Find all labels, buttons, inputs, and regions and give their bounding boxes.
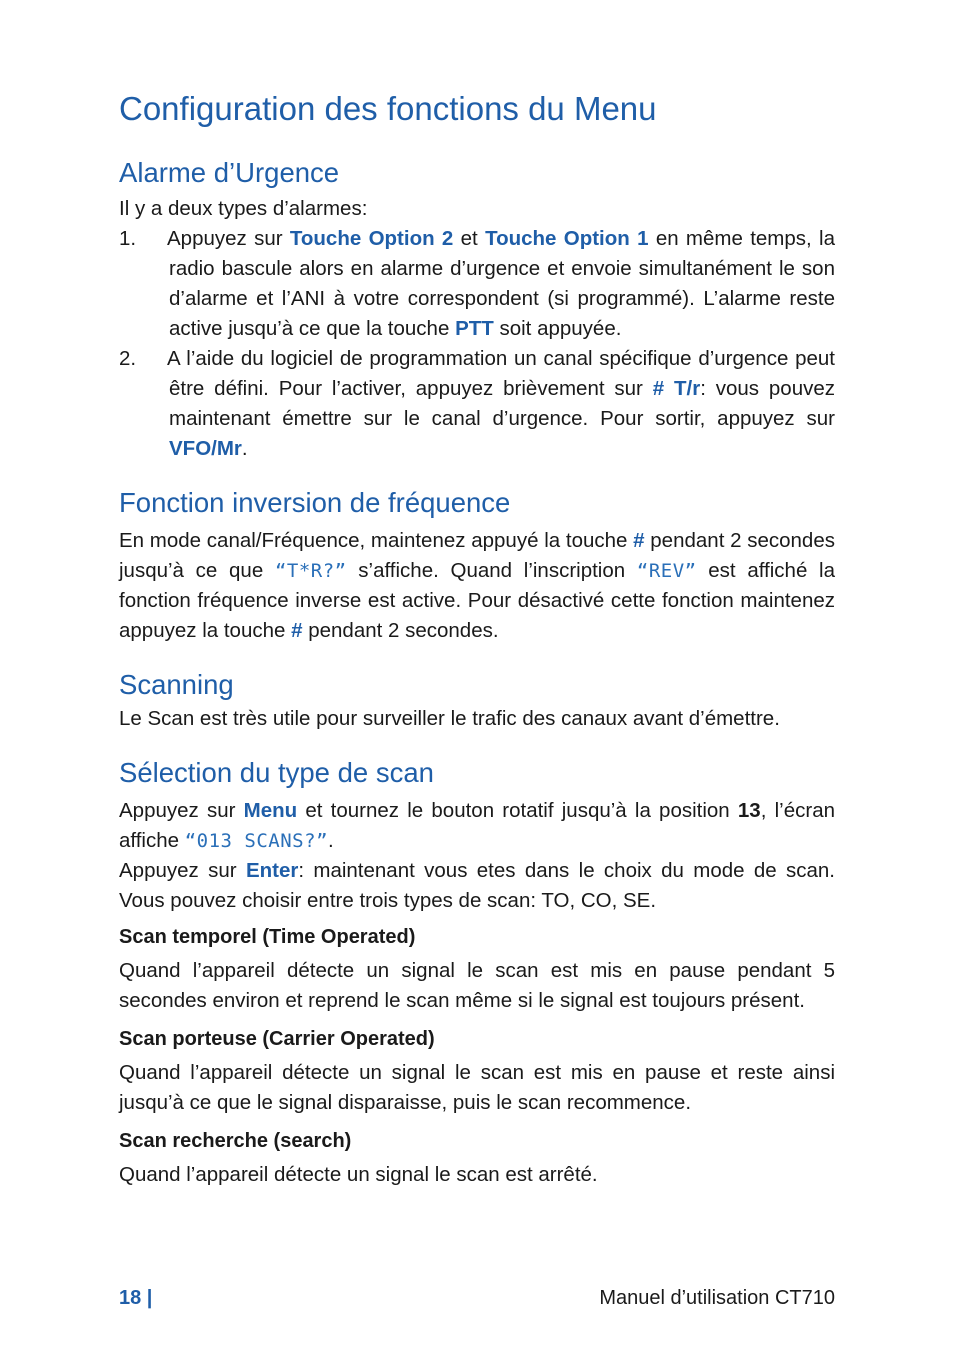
text-run: en même temps, la radio bascule alors en alarme d’urgence et envoie simultanément le son d’alarme et l’ANI à votre correspondent (si programmé). L’alarme reste active jusqu’à ce que la touche (169, 227, 835, 340)
heading-alarme-urgence: Alarme d’Urgence (119, 157, 340, 188)
scan-selection-paragraph-1 (119, 796, 835, 856)
subheading-scan-porteuse: Scan porteuse (Carrier Operated) (119, 1028, 435, 1050)
key-hash: # (633, 529, 645, 552)
text-run: Appuyez sur (119, 799, 244, 822)
page-title: Configuration des fonctions du Menu (119, 90, 657, 127)
lcd-text-scans: “013 SCANS?” (184, 830, 329, 852)
heading-scanning: Scanning (119, 669, 234, 700)
inversion-paragraph (119, 526, 835, 646)
text-run: s’affiche. Quand l’inscription (346, 559, 637, 582)
key-menu: Menu (243, 799, 298, 822)
key-hash: # (291, 619, 303, 642)
heading-selection-scan: Sélection du type de scan (119, 757, 434, 788)
text-run: soit appuyée. (493, 317, 622, 340)
scan-recherche-text: Quand l’appareil détecte un signal le scan est arrêté. (119, 1163, 598, 1186)
text-run: . (328, 829, 334, 852)
scan-selection-paragraph-2 (119, 856, 835, 916)
list-item (119, 344, 835, 464)
lcd-text-t-r: “T*R?” (274, 560, 347, 582)
text-run: A l’aide du logiciel de programmation un canal spécifique d’urgence peut être défini. Pour l’activer, appuyez brièvement sur (167, 347, 835, 400)
page-number: 18 | (119, 1287, 153, 1309)
scan-porteuse-text: Quand l’appareil détecte un signal le scan est mis en pause et reste ainsi jusqu’à ce que le signal disparaisse, puis le scan recommence. (119, 1061, 835, 1114)
manual-title: Manuel d’utilisation CT710 (599, 1287, 835, 1309)
text-run: , l’écran affiche (119, 799, 835, 852)
position-number: 13 (737, 799, 761, 822)
key-vfo-mr: VFO/Mr (169, 437, 242, 460)
key-touche-option-2: Touche Option 2 (289, 227, 454, 250)
text-run: : vous pouvez maintenant émettre sur le canal d’urgence. Pour sortir, appuyez sur (169, 377, 835, 430)
key-touche-option-1: Touche Option 1 (485, 227, 649, 250)
alarm-list (119, 224, 835, 464)
list-item-number: 2. (119, 347, 137, 370)
subheading-scan-recherche: Scan recherche (search) (119, 1130, 352, 1152)
text-run: . (241, 437, 248, 460)
text-run: Appuyez sur (119, 859, 246, 882)
alarm-intro: Il y a deux types d’alarmes: (119, 197, 368, 220)
text-run: est affiché la fonction fréquence inverse est active. Pour désactivé cette fonction maintenez appuyez la touche (119, 559, 836, 642)
list-item (119, 224, 835, 344)
text-run: pendant 2 secondes. (302, 619, 499, 642)
text-run: : maintenant vous etes dans le choix du mode de scan. Vous pouvez choisir entre trois types de scan: TO, CO, SE. (119, 859, 836, 912)
page-content (119, 86, 835, 1190)
heading-inversion-frequence: Fonction inversion de fréquence (119, 487, 511, 518)
key-t-r: # T/r (652, 377, 701, 400)
text-run: pendant 2 secondes jusqu’à ce que (119, 529, 835, 582)
key-ptt: PTT (455, 317, 494, 340)
text-run: et tournez le bouton rotatif jusqu’à la position (297, 799, 738, 822)
key-enter: Enter (245, 859, 299, 882)
scan-temporel-text: Quand l’appareil détecte un signal le scan est mis en pause pendant 5 secondes environ et reprend le scan même si le signal est toujours présent. (119, 959, 835, 1012)
text-run: et (453, 227, 486, 250)
text-run: Appuyez sur (167, 227, 290, 250)
subheading-scan-temporel: Scan temporel (Time Operated) (119, 926, 416, 948)
lcd-text-rev: “REV” (636, 560, 697, 582)
list-item-text (169, 344, 835, 464)
list-item-number: 1. (119, 227, 137, 250)
text-run: En mode canal/Fréquence, maintenez appuyé la touche (119, 529, 634, 552)
scanning-paragraph: Le Scan est très utile pour surveiller le trafic des canaux avant d’émettre. (119, 707, 780, 730)
list-item-text (169, 224, 835, 344)
